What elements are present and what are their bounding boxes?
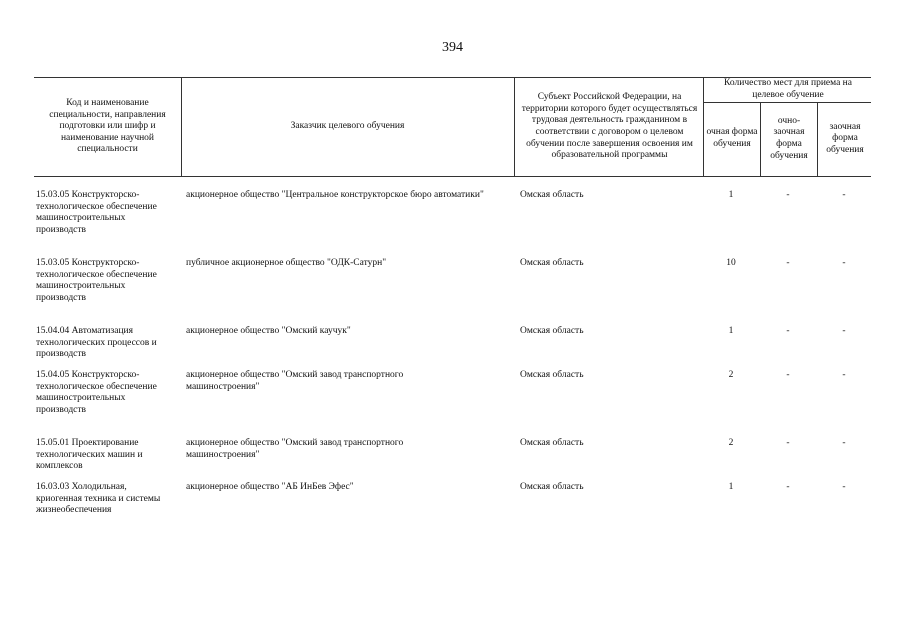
row-customer: акционерное общество "Центральное конструкторское бюро автоматики" bbox=[186, 190, 484, 200]
header-fulltime: очная форма обучения bbox=[706, 127, 758, 149]
row-distance: - bbox=[842, 370, 846, 380]
row-fulltime: 2 bbox=[728, 370, 734, 380]
col-divider-3 bbox=[703, 77, 704, 176]
row-customer: акционерное общество "АБ ИнБев Эфес" bbox=[186, 482, 354, 492]
row-distance: - bbox=[842, 258, 846, 268]
col-divider-1 bbox=[181, 77, 182, 176]
row-customer: акционерное общество "Омский завод транспортного машиностроения" bbox=[186, 370, 404, 392]
row-parttime: - bbox=[786, 370, 790, 380]
row-region: Омская область bbox=[520, 326, 584, 336]
row-parttime: - bbox=[786, 438, 790, 448]
row-parttime: - bbox=[786, 258, 790, 268]
header-places: Количество мест для приема на целевое обучение bbox=[724, 78, 852, 100]
row-fulltime: 2 bbox=[728, 438, 734, 448]
row-fulltime: 10 bbox=[726, 258, 736, 268]
row-distance: - bbox=[842, 190, 846, 200]
row-fulltime: 1 bbox=[728, 190, 734, 200]
row-customer: акционерное общество "Омский завод транспортного машиностроения" bbox=[186, 438, 404, 460]
row-code: 15.05.01 Проектирование технологических машин и комплексов bbox=[36, 438, 143, 472]
row-code: 16.03.03 Холодильная, криогенная техника и системы жизнеобеспечения bbox=[36, 482, 161, 516]
row-customer: публичное акционерное общество "ОДК-Сатурн" bbox=[186, 258, 387, 268]
row-code: 15.03.05 Конструкторско-технологическое обеспечение машиностроительных производств bbox=[36, 258, 157, 303]
row-region: Омская область bbox=[520, 258, 584, 268]
places-subheader-divider bbox=[703, 102, 871, 103]
row-customer: акционерное общество "Омский каучук" bbox=[186, 326, 351, 336]
row-region: Омская область bbox=[520, 370, 584, 380]
row-distance: - bbox=[842, 482, 846, 492]
page-number: 394 bbox=[442, 40, 463, 55]
row-code: 15.04.04 Автоматизация технологических процессов и производств bbox=[36, 326, 157, 360]
row-fulltime: 1 bbox=[728, 326, 734, 336]
row-region: Омская область bbox=[520, 190, 584, 200]
header-region: Субъект Российской Федерации, на территории которого будет осуществляться трудовая деятельность гражданином в соответствии с договором о целевом обучении после завершения освоения им образовательной программы bbox=[521, 92, 698, 161]
header-distance: заочная форма обучения bbox=[826, 121, 864, 155]
row-fulltime: 1 bbox=[728, 482, 734, 492]
row-distance: - bbox=[842, 326, 846, 336]
col-divider-4 bbox=[760, 102, 761, 176]
row-distance: - bbox=[842, 438, 846, 448]
row-parttime: - bbox=[786, 326, 790, 336]
col-divider-2 bbox=[514, 77, 515, 176]
header-code: Код и наименование специальности, направления подготовки или шифр и наименование научной специальности bbox=[49, 98, 166, 155]
col-divider-5 bbox=[817, 102, 818, 176]
header-customer: Заказчик целевого обучения bbox=[290, 121, 405, 132]
header-parttime: очно-заочная форма обучения bbox=[770, 115, 808, 161]
row-parttime: - bbox=[786, 482, 790, 492]
row-code: 15.03.05 Конструкторско-технологическое обеспечение машиностроительных производств bbox=[36, 190, 157, 235]
row-parttime: - bbox=[786, 190, 790, 200]
table-header-bottom-border bbox=[34, 176, 871, 177]
row-region: Омская область bbox=[520, 482, 584, 492]
row-region: Омская область bbox=[520, 438, 584, 448]
row-code: 15.04.05 Конструкторско-технологическое обеспечение машиностроительных производств bbox=[36, 370, 157, 415]
